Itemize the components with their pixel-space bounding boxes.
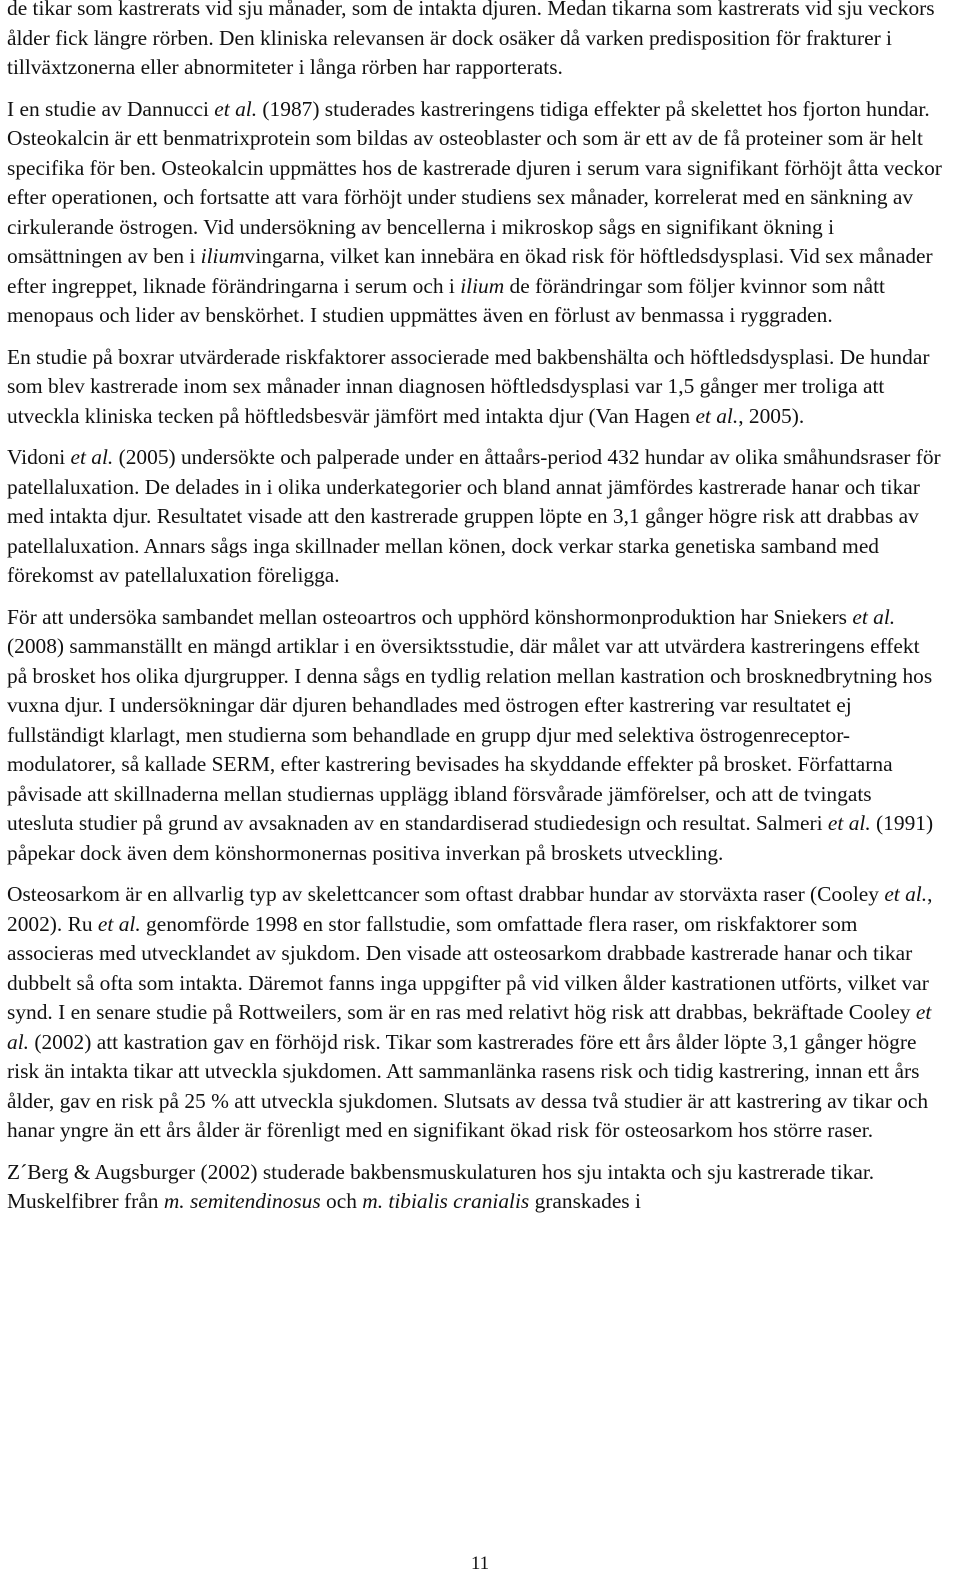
paragraph-6-segment: (2002) att kastration gav en förhöjd risk. Tikar som kastrerades före ett års ålder löpte 3,1 gånger högre risk än intakta tikar att utveckla sjukdomen. Att sammanlänka rasens risk och tidig kastrering, innan ett års ålder, gav en risk på 25 % att utveckla sjukdomen. Slutsats av dessa två studier är att kastrering av tikar och hanar yngre än ett års ålder är förenligt med en signifikant ökad risk för osteosarkom hos större raser. [7, 1029, 929, 1142]
paragraph-3 [7, 343, 942, 432]
paragraph-4-italic: et al. [70, 445, 114, 469]
paragraph-2-segment: I en studie av Dannucci [7, 96, 215, 121]
paragraph-6-italic: et al. [7, 1000, 932, 1054]
paragraph-5-segment: (2008) sammanställt en mängd artiklar i en översiktsstudie, där målet var att utvärdera kastreringens effekt på brosket hos olika djurgrupper. I denna sågs en tydlig relation mellan kastration och brosknedbrytning hos vuxna djur. I undersökningar där djuren behandlades med östrogen efter kastrering var resultatet ej fullständigt klarlagt, men studierna som behandlade en grupp djur med selektiva östrogenreceptor-modulatorer, så kallade SERM, efter kastrering bevisades ha skyddande effekter på brosket. Författarna påvisade att skillnaderna mellan studiernas upplägg ibland försvårade jämförelser, och att de tvingats utesluta studier på grund av avsaknaden av en standardiserad studiedesign och resultat. Salmeri [7, 634, 933, 835]
paragraph-7-segment: och [320, 1189, 363, 1213]
paragraph-7 [7, 1158, 942, 1217]
paragraph-6 [7, 880, 942, 1146]
paragraph-6-segment: genomförde 1998 en stor fallstudie, som omfattade flera raser, om riskfaktorer som associeras med utvecklandet av sjukdom. Den visade att osteosarkom drabbade kastrerade hanar och tikar dubbelt så ofta som intakta. Däremot fanns inga uppgifter på vid vilken ålder kastrationen utförts, vilket var synd. I en senare studie på Rottweilers, som är en ras med relativt hög risk att drabbas, bekräftade Cooley [7, 911, 929, 1024]
paragraph-6-italic: et al. [884, 882, 928, 906]
paragraph-2 [7, 95, 942, 331]
paragraph-1-segment: de tikar som kastrerats vid sju månader, som de intakta djuren. Medan tikarna som kastrerats vid sju veckors ålder fick längre rörben. Den kliniska relevansen är dock osäker då varken predisposition för frakturer i tillväxtzonerna eller abnormiteter i långa rörben har rapporterats. [7, 0, 935, 79]
paragraph-3-italic: et al. [695, 403, 739, 428]
paragraph-3-segment: En studie på boxrar utvärderade riskfaktorer associerade med bakbenshälta och höftledsdysplasi. De hundar som blev kastrerade inom sex månader innan diagnosen höftledsdysplasi var 1,5 gånger mer troliga att utveckla kliniska tecken på höftledsbesvär jämfört med intakta djur (Van Hagen [7, 344, 930, 428]
paragraph-1 [7, 0, 942, 83]
paragraph-5-italic: et al. [852, 604, 896, 629]
page-number: 11 [470, 1553, 490, 1574]
paragraph-2-italic: et al. [214, 96, 258, 121]
paragraph-5-italic: et al. [827, 811, 871, 835]
paragraph-7-italic: m. tibialis cranialis [362, 1189, 530, 1213]
document-page [7, 0, 942, 1229]
paragraph-4 [7, 443, 942, 591]
paragraph-2-italic: ilium [200, 244, 245, 268]
paragraph-2-italic: ilium [460, 273, 505, 298]
paragraph-3-segment: , 2005). [738, 403, 805, 428]
paragraph-4-segment: (2005) undersökte och palperade under en åttaårs-period 432 hundar av olika småhundsraser för patellaluxation. De delades in i olika underkategorier och bland annat jämfördes kastrerade hanar och tikar med intakta djur. Resultatet visade att den kastrerade gruppen löpte en 3,1 gånger högre risk att drabbas av patellaluxation. Annars sågs inga skillnader mellan könen, dock verkar starka genetiska samband med förekomst av patellaluxation föreligga. [7, 445, 941, 587]
paragraph-5 [7, 603, 942, 869]
paragraph-6-italic: et al. [97, 911, 141, 936]
paragraph-5-segment: För att undersöka sambandet mellan osteoartros och upphörd könshormonproduktion har Sniekers [7, 604, 853, 629]
paragraph-2-segment: (1987) studerades kastreringens tidiga effekter på skelettet hos fjorton hundar. Osteokalcin är ett benmatrixprotein som bildas av osteoblaster och som är ett av de få proteiner som är helt specifika för ben. Osteokalcin uppmättes hos de kastrerade djuren i serum vara signifikant förhöjt åtta veckor efter operationen, och fortsatte att vara förhöjt under studiens sex månader, korrelerat med en sänkning av cirkulerande östrogen. Vid undersökning av bencellerna i mikroskop sågs en signifikant ökning i omsättningen av ben i [7, 96, 942, 268]
paragraph-7-segment: Z´Berg & Augsburger (2002) studerade bakbensmuskulaturen hos sju intakta och sju kastrerade tikar. Muskelfibrer från [7, 1159, 875, 1213]
paragraph-2-segment: de förändringar som följer kvinnor som nått menopaus och lider av benskörhet. I studien uppmättes även en förlust av benmassa i ryggraden. [7, 273, 885, 327]
paragraph-7-segment: granskades i [529, 1189, 641, 1213]
paragraph-6-segment: Osteosarkom är en allvarlig typ av skelettcancer som oftast drabbar hundar av storväxta raser (Cooley [7, 882, 885, 906]
paragraph-2-segment: vingarna, vilket kan innebära en ökad risk för höftledsdysplasi. Vid sex månader efter ingreppet, liknade förändringarna i serum och i [7, 244, 933, 298]
paragraph-4-segment: Vidoni [7, 445, 71, 469]
paragraph-5-segment: (1991) påpekar dock även dem könshormonernas positiva inverkan på broskets utveckling. [7, 811, 934, 865]
paragraph-7-italic: m. semitendinosus [163, 1189, 321, 1213]
paragraph-6-segment: , 2002). Ru [7, 882, 933, 936]
